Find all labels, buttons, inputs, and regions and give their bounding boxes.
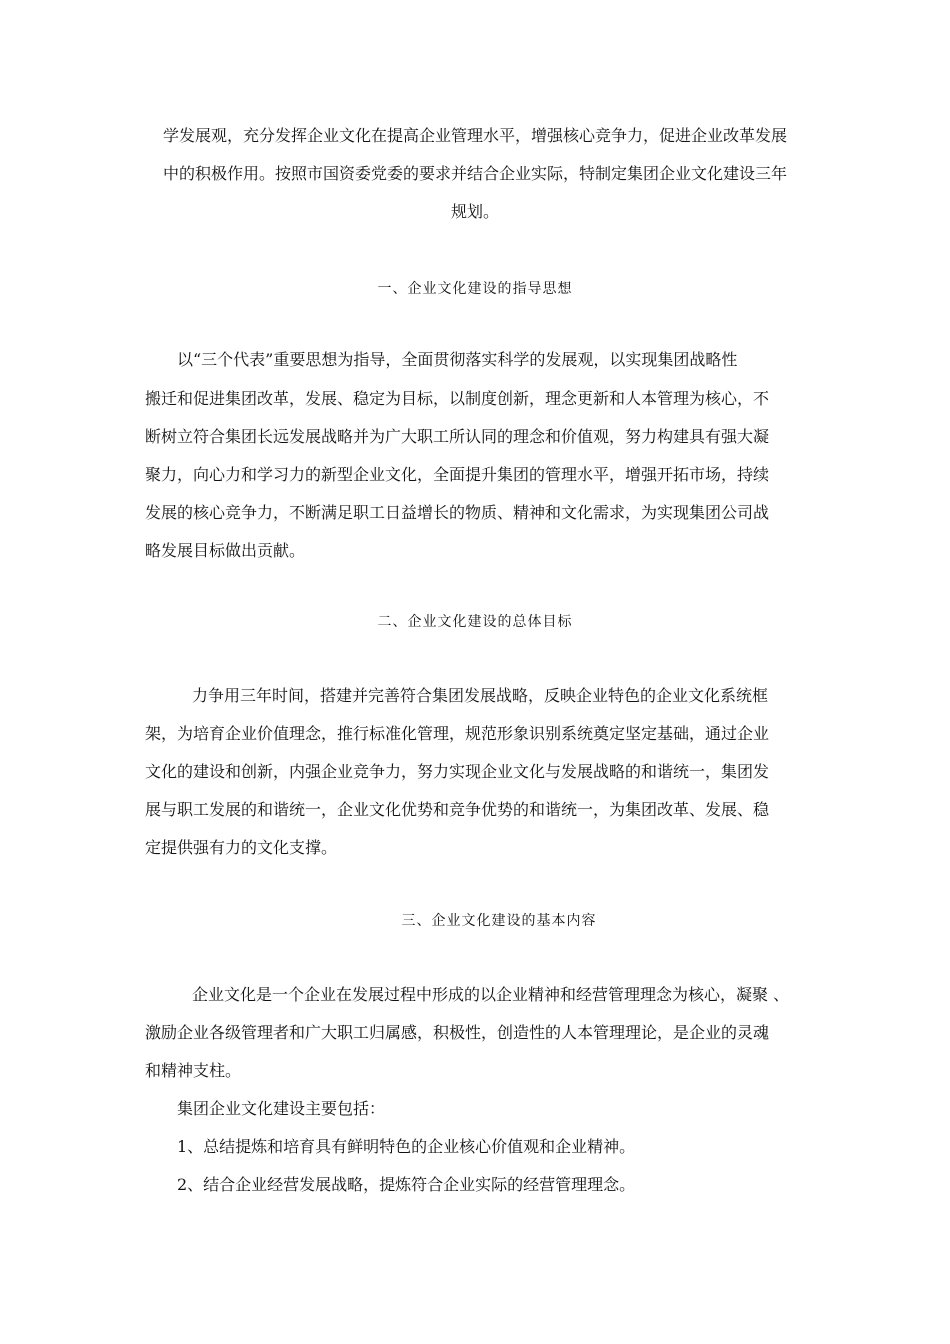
section-3-list-item-2: 2、结合企业经营发展战略，提炼符合企业实际的经营管理理念。 (177, 1175, 636, 1194)
section-1-line-1: 以“三个代表”重要思想为指导，全面贯彻落实科学的发展观，以实现集团战略性 (177, 350, 738, 369)
section-1-line-6: 略发展目标做出贡献。 (145, 541, 306, 560)
section-3-line-1: 企业文化是一个企业在发展过程中形成的以企业精神和经营管理理念为核心，凝聚 、 (192, 985, 790, 1004)
intro-line-2: 中的积极作用。按照市国资委党委的要求并结合企业实际，特制定集团企业文化建设三年 (162, 164, 787, 183)
section-3-line-2: 激励企业各级管理者和广大职工归属感，积极性，创造性的人本管理理论，是企业的灵魂 (145, 1023, 770, 1042)
section-2-line-3: 文化的建设和创新，内强企业竞争力，努力实现企业文化与发展战略的和谐统一，集团发 (145, 762, 770, 781)
section-1-line-2: 搬迁和促进集团改革，发展、稳定为目标，以制度创新，理念更新和人本管理为核心，不 (145, 389, 770, 408)
section-1-line-3: 断树立符合集团长远发展战略并为广大职工所认同的理念和价值观，努力构建具有强大凝 (145, 427, 770, 446)
section-1-line-4: 聚力，向心力和学习力的新型企业文化，全面提升集团的管理水平，增强开拓市场，持续 (145, 465, 770, 484)
section-3-heading: 三、企业文化建设的基本内容 (401, 913, 597, 929)
section-2-line-1: 力争用三年时间，搭建并完善符合集团发展战略，反映企业特色的企业文化系统框 (192, 686, 769, 705)
section-3-list-item-1: 1、总结提炼和培育具有鲜明特色的企业核心价值观和企业精神。 (177, 1137, 636, 1156)
section-2-line-2: 架，为培育企业价值理念，推行标准化管理，规范形象识别系统奠定坚定基础，通过企业 (145, 724, 770, 743)
section-3-list-intro: 集团企业文化建设主要包括： (177, 1099, 386, 1118)
section-1-heading: 一、企业文化建设的指导思想 (377, 281, 573, 297)
intro-line-1: 学发展观，充分发挥企业文化在提高企业管理水平，增强核心竞争力，促进企业改革发展 (162, 126, 787, 145)
section-3-line-3: 和精神支柱。 (145, 1061, 242, 1080)
section-2-line-4: 展与职工发展的和谐统一，企业文化优势和竞争优势的和谐统一，为集团改革、发展、稳 (145, 800, 770, 819)
intro-line-3: 规划。 (450, 202, 499, 221)
section-1-line-5: 发展的核心竞争力，不断满足职工日益增长的物质、精神和文化需求，为实现集团公司战 (145, 503, 770, 522)
section-2-heading: 二、企业文化建设的总体目标 (377, 614, 573, 630)
section-2-line-5: 定提供强有力的文化支撑。 (145, 838, 338, 857)
